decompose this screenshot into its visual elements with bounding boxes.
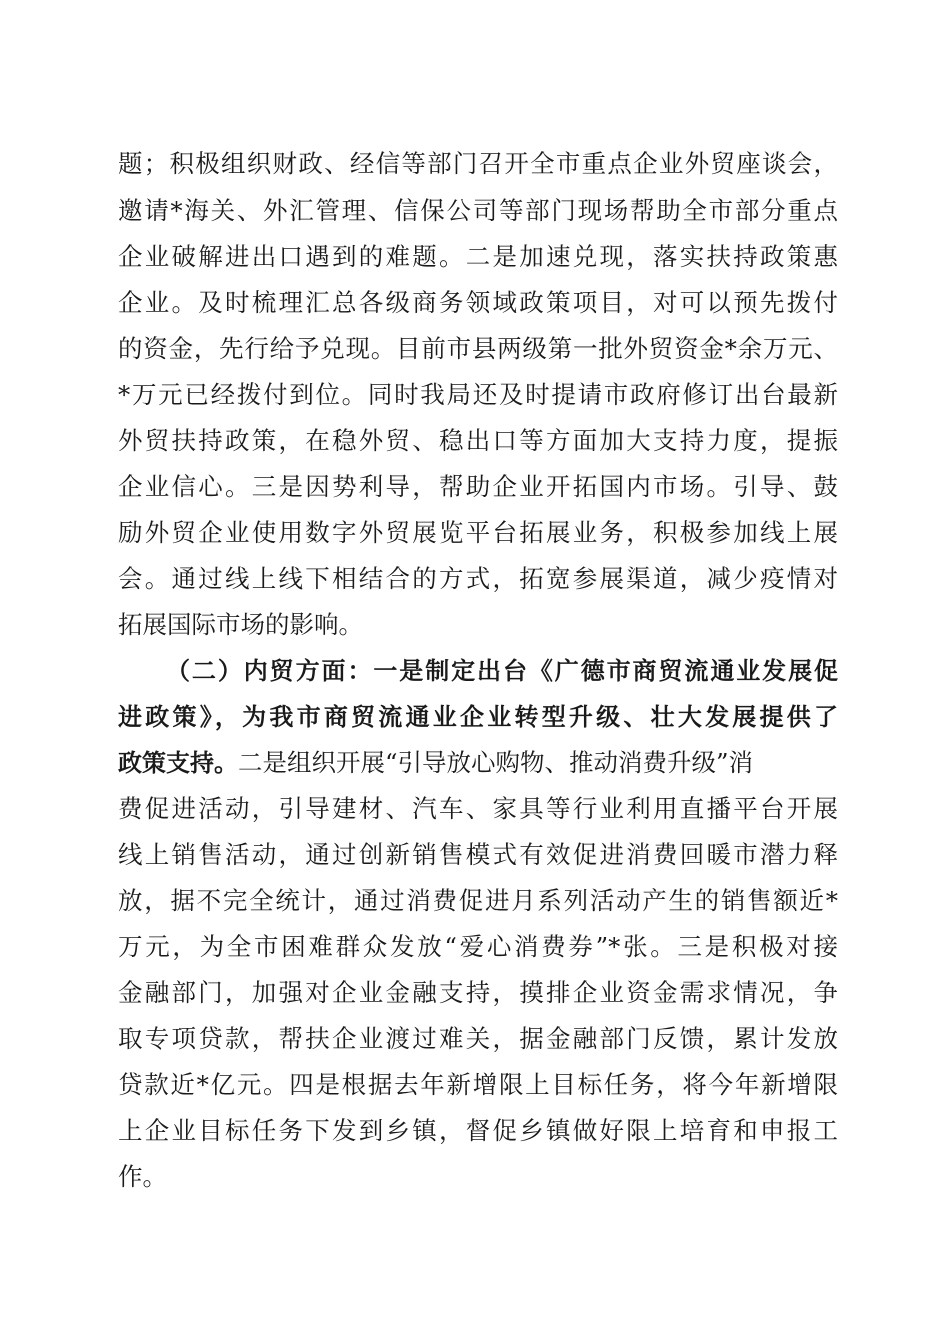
text-line: 作。: [118, 1162, 167, 1191]
text-line: 企业。及时梳理汇总各级商务领域政策项目，对可以预先拨付: [118, 288, 838, 317]
text-line: [118, 743, 838, 783]
text-line: 线上销售活动，通过创新销售模式有效促进消费回暖市潜力释: [118, 840, 838, 869]
text-line: 拓展国际市场的影响。: [118, 610, 363, 639]
text-line: 放，据不完全统计，通过消费促进月系列活动产生的销售额近*: [118, 886, 838, 915]
section-heading-line: （二）内贸方面：一是制定出台《广德市商贸流通业发展促: [166, 657, 838, 685]
text-line: 企业信心。三是因势利导，帮助企业开拓国内市场。引导、鼓: [118, 472, 838, 501]
text-line: 贷款近*亿元。四是根据去年新增限上目标任务，将今年新增限: [118, 1070, 838, 1099]
text-line: 励外贸企业使用数字外贸展览平台拓展业务，积极参加线上展: [118, 518, 838, 547]
text-line: 会。通过线上线下相结合的方式，拓宽参展渠道，减少疫情对: [118, 564, 838, 593]
text-line: 外贸扶持政策，在稳外贸、稳出口等方面加大支持力度，提振: [118, 426, 838, 455]
body-text: 二是组织开展“引导放心购物、推动消费升级”消: [238, 748, 754, 777]
text-line: 万元，为全市困难群众发放“爱心消费券”*张。三是积极对接: [118, 932, 838, 961]
text-line: 上企业目标任务下发到乡镇，督促乡镇做好限上培育和申报工: [118, 1116, 838, 1145]
text-line: 费促进活动，引导建材、汽车、家具等行业利用直播平台开展: [118, 794, 838, 823]
text-line: 取专项贷款，帮扶企业渡过难关，据金融部门反馈，累计发放: [118, 1024, 838, 1053]
text-line: *万元已经拨付到位。同时我局还及时提请市政府修订出台最新: [118, 380, 838, 409]
text-line: 的资金，先行给予兑现。目前市县两级第一批外贸资金*余万元、: [118, 334, 838, 363]
text-line: 企业破解进出口遇到的难题。二是加速兑现，落实扶持政策惠: [118, 242, 838, 271]
section-heading-line: 进政策》，为我市商贸流通业企业转型升级、壮大发展提供了: [118, 703, 838, 731]
text-line: 邀请*海关、外汇管理、信保公司等部门现场帮助全市部分重点: [118, 196, 838, 225]
text-line: 金融部门，加强对企业金融支持，摸排企业资金需求情况，争: [118, 978, 838, 1007]
text-line: 题；积极组织财政、经信等部门召开全市重点企业外贸座谈会，: [118, 149, 838, 178]
bold-text: 政策支持。: [118, 749, 238, 777]
